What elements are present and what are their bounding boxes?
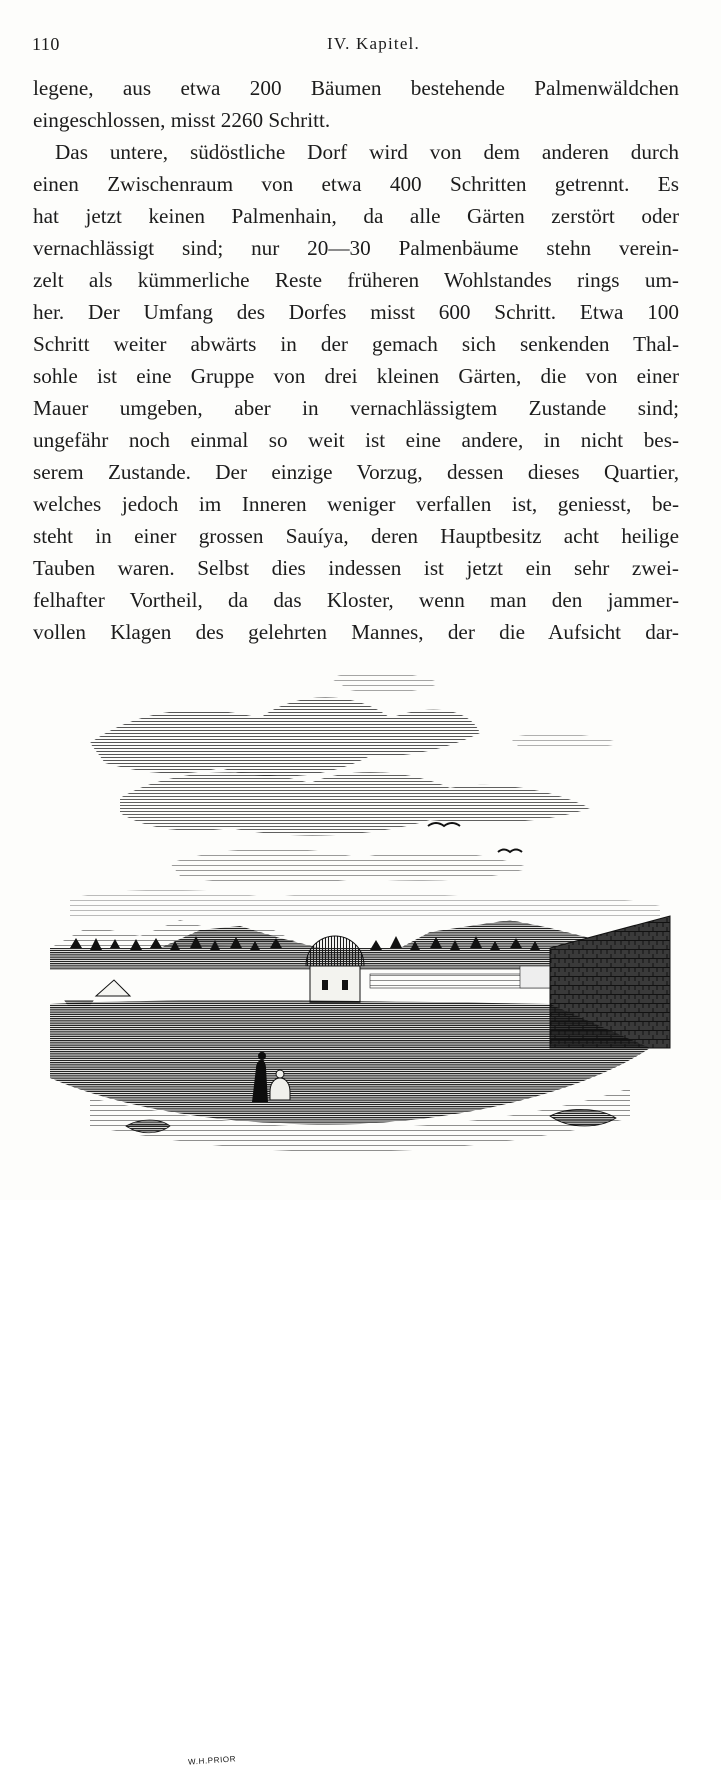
- birds: [428, 823, 522, 852]
- text-line: vollen Klagen des gelehrten Mannes, der die Aufsicht dar-: [33, 620, 679, 644]
- text-line: her. Der Umfang des Dorfes misst 600 Schritt. Etwa 100: [33, 300, 679, 324]
- domed-shrine: [306, 936, 364, 1002]
- text-line: serem Zustande. Der einzige Vorzug, dessen dieses Quartier,: [33, 460, 679, 484]
- running-head: [32, 34, 682, 58]
- page-number: 110: [32, 34, 60, 54]
- text-line: welches jedoch im Inneren weniger verfallen ist, geniesst, be-: [33, 492, 679, 516]
- text-line: Das untere, südöstliche Dorf wird von dem anderen durch: [55, 140, 679, 164]
- chapter-heading: IV. Kapitel.: [327, 34, 420, 53]
- sky-clouds: [70, 672, 660, 918]
- landscape-engraving: [30, 648, 695, 1767]
- text-line: steht in einer grossen Sauíya, deren Hauptbesitz acht heilige: [33, 524, 679, 548]
- body-text: [33, 72, 679, 648]
- text-line: vernachlässigt sind; nur 20—30 Palmenbäume stehn verein-: [33, 236, 679, 260]
- text-line: einen Zwischenraum von etwa 400 Schritten getrennt. Es: [33, 172, 679, 196]
- text-line: ungefähr noch einmal so weit ist eine andere, in nicht bes-: [33, 428, 679, 452]
- text-line: Tauben waren. Selbst dies indessen ist jetzt ein sehr zwei-: [33, 556, 679, 580]
- text-line: hat jetzt keinen Palmenhain, da alle Gärten zerstört oder: [33, 204, 679, 228]
- engraver-signature: W.H.PRIOR: [187, 1754, 237, 1767]
- text-line: felhafter Vortheil, da das Kloster, wenn man den jammer-: [33, 588, 679, 612]
- text-line: Schritt weiter abwärts in der gemach sich senkenden Thal-: [33, 332, 679, 356]
- text-line: sohle ist eine Gruppe von drei kleinen Gärten, die von einer: [33, 364, 679, 388]
- text-line: zelt als kümmerliche Reste früheren Wohlstandes rings um-: [33, 268, 679, 292]
- text-line: eingeschlossen, misst 2260 Schritt.: [33, 108, 331, 132]
- text-line: legene, aus etwa 200 Bäumen bestehende Palmenwäldchen: [33, 76, 679, 100]
- text-line: Mauer umgeben, aber in vernachlässigtem Zustande sind;: [33, 396, 679, 420]
